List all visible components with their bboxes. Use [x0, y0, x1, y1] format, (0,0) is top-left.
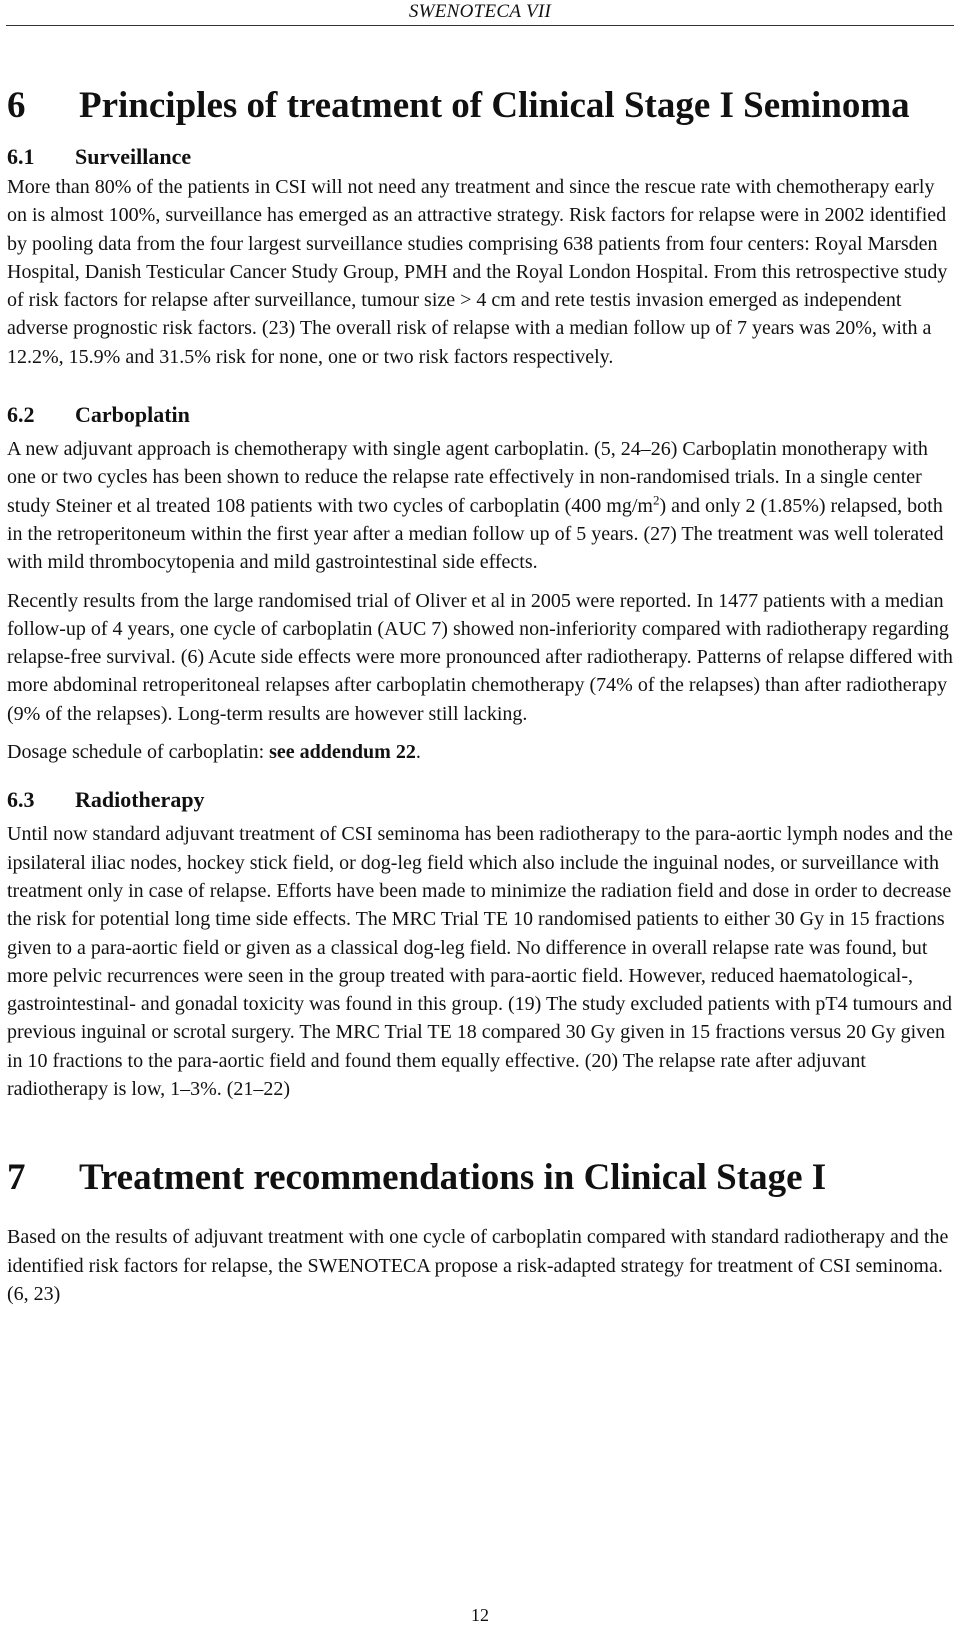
- chapter-7-number: 7: [7, 1157, 26, 1199]
- section-6-1-heading: [7, 143, 953, 171]
- section-6-3-heading: [7, 786, 953, 814]
- section-6-1-title: Surveillance: [75, 144, 192, 169]
- section-6-3-number: 6.3: [7, 787, 35, 813]
- chapter-6-number: 6: [7, 85, 26, 126]
- section-6-1-number: 6.1: [7, 144, 35, 169]
- chapter-7-title: Treatment recommendations in Clinical Stage I: [79, 1157, 827, 1199]
- section-6-2-number: 6.2: [7, 402, 35, 428]
- section-6-2-title: Carboplatin: [75, 402, 190, 428]
- treatment-recommendations-paragraph: Based on the results of adjuvant treatment with one cycle of carboplatin compared with standard radiotherapy and the identified risk factors for relapse, the SWENOTECA propose a risk-adapted strategy for treatment of CSI seminoma. (6, 23): [7, 1226, 949, 1305]
- carboplatin-p1-superscript: 2: [652, 492, 660, 508]
- page-content: [7, 83, 953, 1308]
- addendum-reference: see addendum 22: [269, 741, 416, 764]
- carboplatin-p1-text-b: ) and only 2 (1.85%) relapsed, both in the retroperitoneum within the first year after a median follow up of 5 years. (27) The treatment was well tolerated with mild thrombocytopenia and mild gastrointestinal side effects.: [7, 494, 944, 574]
- header-divider: [6, 25, 954, 26]
- running-header: SWENOTECA VII: [408, 1, 552, 22]
- chapter-7-heading: [7, 1155, 953, 1201]
- dosage-lead-text: Dosage schedule of carboplatin:: [7, 741, 270, 764]
- carboplatin-p1-text-a: A new adjuvant approach is chemotherapy with single agent carboplatin. (5, 24–26) Carboplatin monotherapy with one or two cycles has been shown to reduce the relapse rate effectively in non-randomised trials. In a single center study Steiner et al treated 108 patients with two cycles of carboplatin (400 mg/m: [7, 438, 928, 517]
- radiotherapy-paragraph: Until now standard adjuvant treatment of CSI seminoma has been radiotherapy to the para-aortic lymph nodes and the ipsilateral iliac nodes, hockey stick field, or dog-leg field which also include the inguinal nodes, or surveillance with treatment only in case of relapse. Efforts have been made to minimize the radiation field and dose in order to decrease the risk for potential long time side effects. The MRC Trial TE 10 randomised patients to either 30 Gy in 15 fractions given to a para-aortic field or given as a classical dog-leg field. No difference in overall relapse rate was found, but more pelvic recurrences were seen in the group treated with para-aortic field. However, reduced haematological-, gastrointestinal- and gonadal toxicity was found in this group. (19) The study excluded patients with pT4 tumours and previous inguinal or scrotal surgery. The MRC Trial TE 18 compared 30 Gy given in 15 fractions versus 20 Gy given in 10 fractions to the para-aortic field and found them equally effective. (20) The relapse rate after adjuvant radiotherapy is low, 1–3%. (21–22): [7, 823, 953, 1101]
- chapter-6-title: Principles of treatment of Clinical Stage I Seminoma: [79, 85, 910, 126]
- dosage-end-text: .: [415, 741, 421, 764]
- page-number: 12: [471, 1605, 489, 1625]
- section-6-3-title: Radiotherapy: [75, 787, 205, 813]
- carboplatin-paragraph-1: [7, 435, 953, 576]
- surveillance-paragraph: More than 80% of the patients in CSI will not need any treatment and since the rescue rate with chemotherapy early on is almost 100%, surveillance has emerged as an attractive strategy. Risk factors for relapse were in 2002 identified by pooling data from the four largest surveillance studies comprising 638 patients from four centers: Royal Marsden Hospital, Danish Testicular Cancer Study Group, PMH and the Royal London Hospital. From this retrospective study of risk factors for relapse after surveillance, tumour size > 4 cm and rete testis invasion emerged as independent adverse prognostic risk factors. (23) The overall risk of relapse with a median follow up of 7 years was 20%, with a 12.2%, 15.9% and 31.5% risk for none, one or two risk factors respectively.: [7, 176, 948, 368]
- carboplatin-paragraph-2: Recently results from the large randomised trial of Oliver et al in 2005 were reported. In 1477 patients with a median follow-up of 4 years, one cycle of carboplatin (AUC 7) showed non-inferiority compared with radiotherapy regarding relapse-free survival. (6) Acute side effects were more pronounced after radiotherapy. Patterns of relapse differed with more abdominal retroperitoneal relapses after carboplatin chemotherapy (74% of the relapses) than after radiotherapy (9% of the relapses). Long-term results are however still lacking.: [7, 589, 953, 725]
- carboplatin-dosage-line: [7, 738, 953, 766]
- chapter-6-heading: [7, 83, 953, 129]
- section-6-2-heading: [7, 401, 953, 429]
